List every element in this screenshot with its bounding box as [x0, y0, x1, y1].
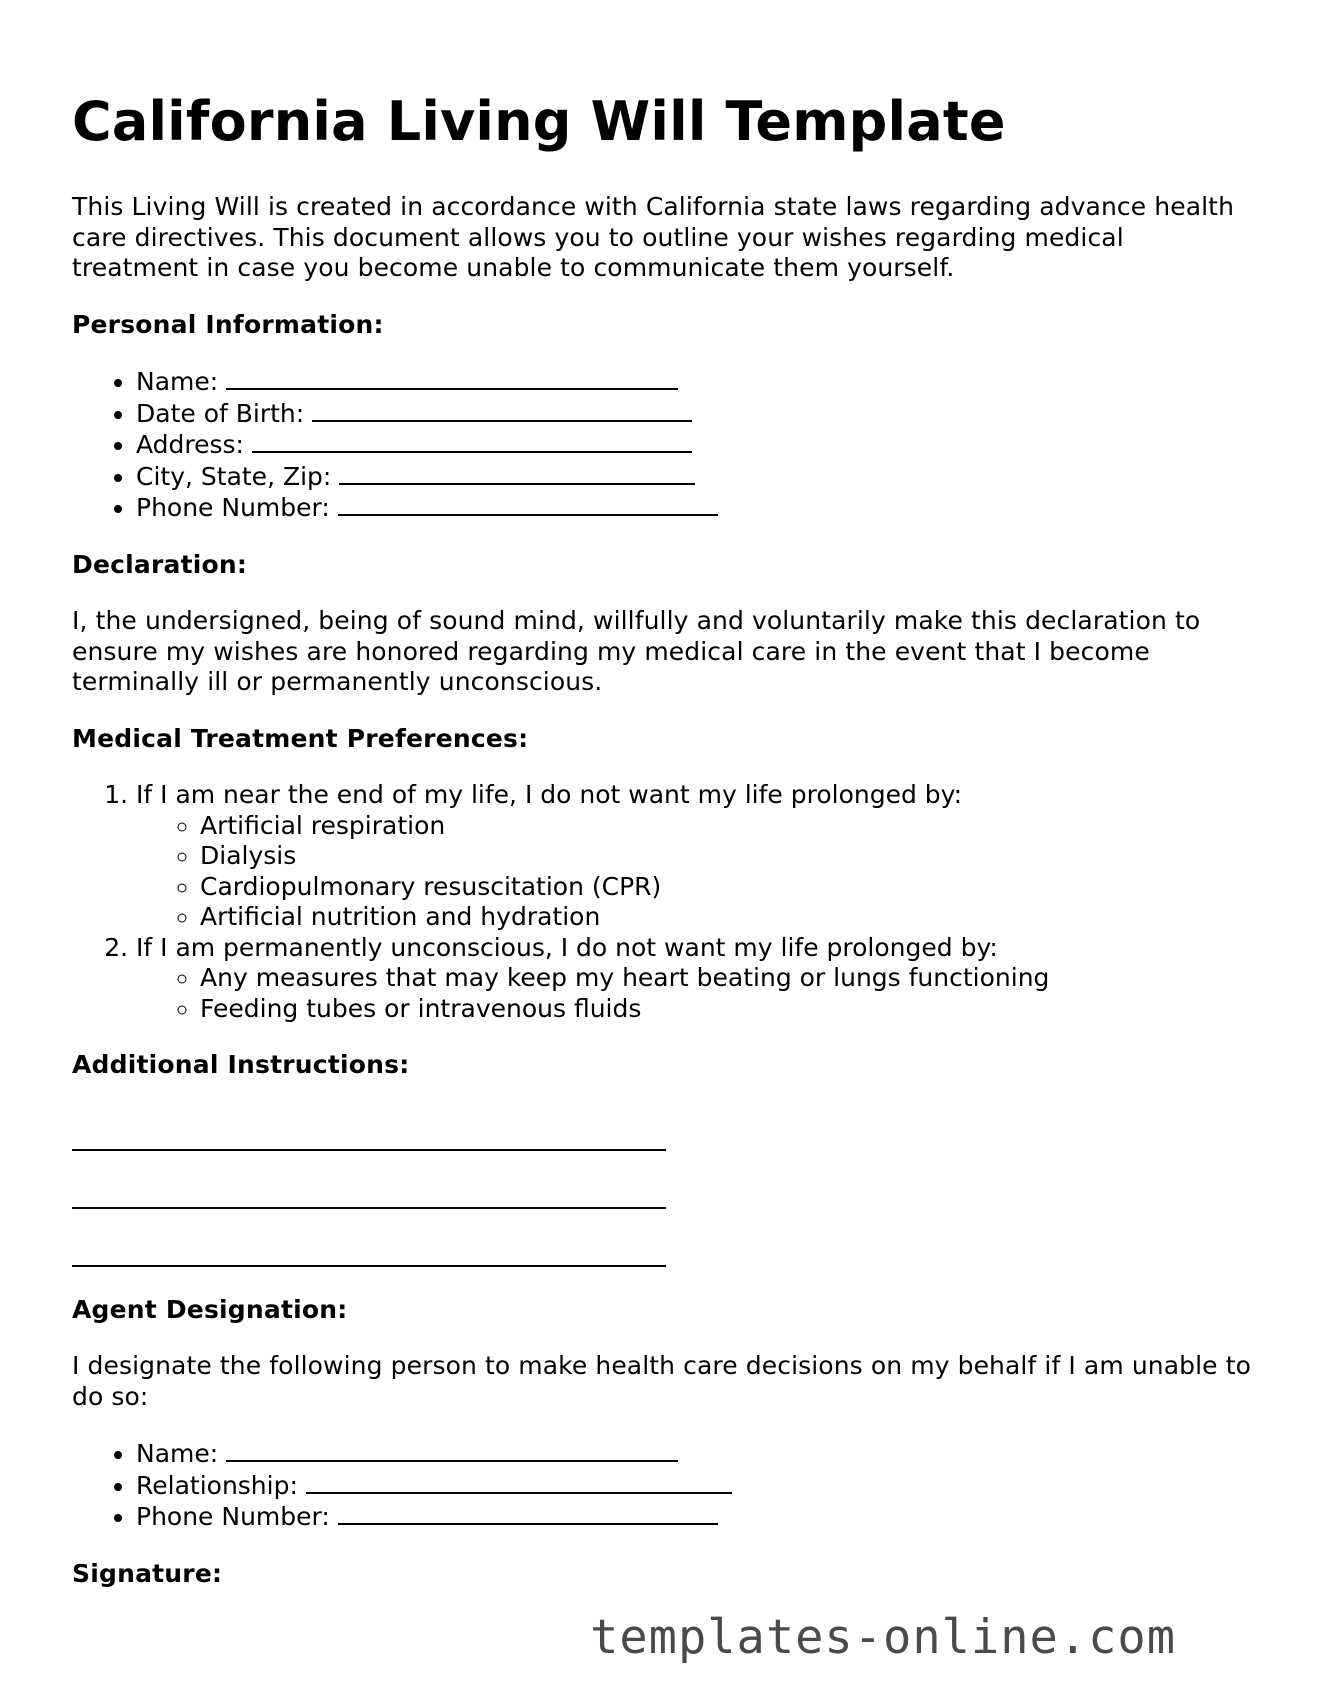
medical-subitem: ◦ Artificial nutrition and hydration [200, 902, 1252, 933]
city-blank[interactable] [339, 461, 695, 485]
medical-heading: Medical Treatment Preferences: [72, 723, 529, 753]
additional-lines [72, 1107, 1252, 1267]
dob-blank[interactable] [312, 398, 692, 422]
signature-heading: Signature: [72, 1558, 223, 1588]
additional-heading: Additional Instructions: [72, 1050, 410, 1079]
personal-info-heading: Personal Information: [72, 309, 384, 339]
personal-field-city: • City, State, Zip: [136, 461, 1252, 493]
agent-text: I designate the following person to make health care decisions on my behalf if I am unable to do so: [72, 1351, 1251, 1411]
agent-field-name: • Name: [136, 1438, 1252, 1470]
medical-subitem: ◦ Feeding tubes or intravenous fluids [200, 994, 1252, 1025]
phone-blank[interactable] [338, 492, 718, 516]
additional-blank-line[interactable] [72, 1179, 666, 1209]
personal-field-dob: • Date of Birth: [136, 398, 1252, 430]
agent-name-blank[interactable] [226, 1438, 678, 1462]
document-page [72, 0, 1252, 1615]
agent-phone-blank[interactable] [338, 1501, 718, 1525]
medical-list [72, 780, 1252, 1024]
name-blank[interactable] [226, 366, 678, 390]
additional-blank-line[interactable] [72, 1237, 666, 1267]
agent-list [72, 1438, 1252, 1533]
personal-field-phone: • Phone Number: [136, 492, 1252, 524]
medical-subitem: ◦ Cardiopulmonary resuscitation (CPR) [200, 872, 1252, 903]
document-title: California Living Will Template [72, 90, 1006, 153]
address-blank[interactable] [252, 429, 692, 453]
medical-sublist [136, 963, 1252, 1024]
medical-item: 1. If I am near the end of my life, I do not want my life prolonged by: ◦ Artificial respiration ◦ Dialysis ◦ Cardiopulmonary resuscitation (CPR) ◦ Artificial nutrition and hydration [136, 780, 1252, 933]
personal-info-list [72, 366, 1252, 524]
watermark-text: templates-online.com [590, 1610, 1176, 1665]
medical-item: 2. If I am permanently unconscious, I do not want my life prolonged by: ◦ Any measures that may keep my heart beating or lungs functioning ◦ Feeding tubes or intravenous fluids [136, 933, 1252, 1025]
personal-field-name: • Name: [136, 366, 1252, 398]
medical-subitem: ◦ Artificial respiration [200, 811, 1252, 842]
agent-relationship-blank[interactable] [306, 1470, 732, 1494]
medical-subitem: ◦ Dialysis [200, 841, 1252, 872]
medical-sublist [136, 811, 1252, 933]
agent-field-phone: • Phone Number: [136, 1501, 1252, 1533]
personal-field-address: • Address: [136, 429, 1252, 461]
declaration-heading: Declaration: [72, 549, 248, 579]
medical-subitem: ◦ Any measures that may keep my heart beating or lungs functioning [200, 963, 1252, 994]
additional-blank-line[interactable] [72, 1121, 666, 1151]
intro-paragraph: This Living Will is created in accordance with California state laws regarding advance health care directives. This document allows you to outline your wishes regarding medical treatment in case you become unable to communicate them yourself. [72, 192, 1235, 282]
declaration-text: I, the undersigned, being of sound mind, willfully and voluntarily make this declaration to ensure my wishes are honored regarding my medical care in the event that I become terminally ill or permanently unconscious. [72, 606, 1201, 696]
agent-field-relationship: • Relationship: [136, 1470, 1252, 1502]
agent-heading: Agent Designation: [72, 1294, 348, 1324]
